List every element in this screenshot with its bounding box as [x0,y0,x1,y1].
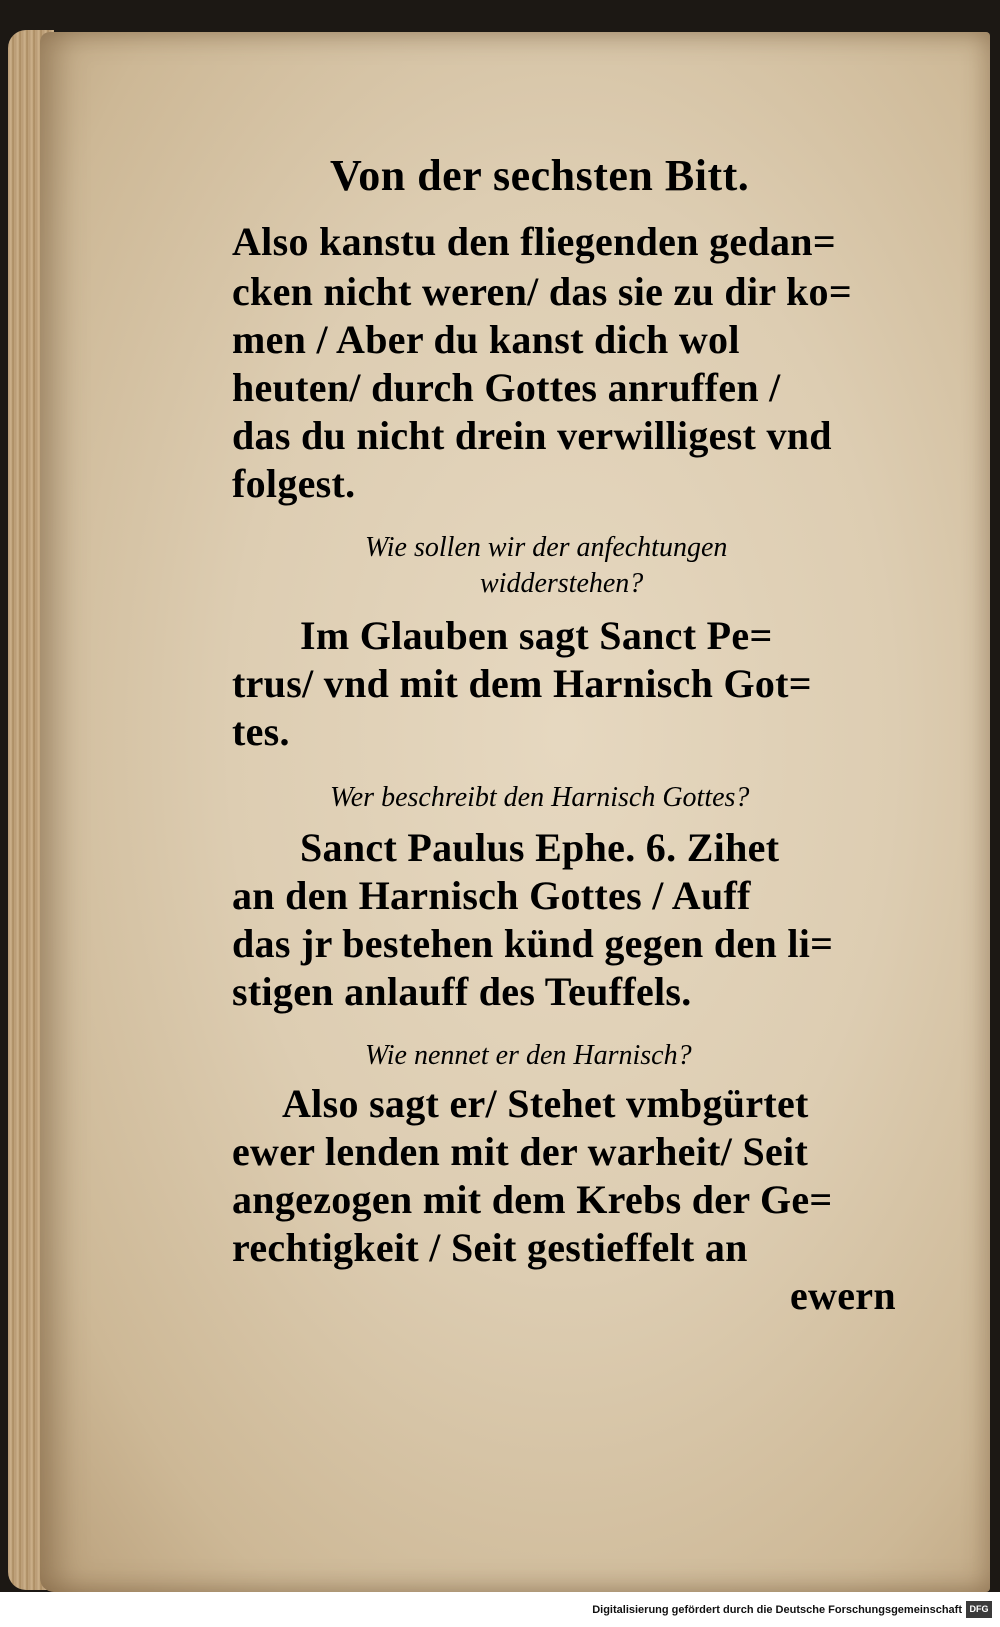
running-head: Von der sechsten Bitt. [330,151,750,200]
text-line: cken nicht weren/ das sie zu dir ko= [232,269,852,314]
question-heading: widderstehen? [480,568,644,599]
answer-line: Also sagt er/ Stehet vmbgürtet [282,1081,809,1126]
text-line: men / Aber du kanst dich wol [232,317,740,362]
answer-line: rechtigkeit / Seit gestieffelt an [232,1225,748,1270]
funding-credit: Digitalisierung gefördert durch die Deutsche Forschungsgemeinschaft [592,1604,962,1616]
answer-line: ewer lenden mit der warheit/ Seit [232,1129,809,1174]
answer-line: trus/ vnd mit dem Harnisch Got= [232,661,812,706]
answer-line: an den Harnisch Gottes / Auff [232,873,751,918]
answer-line: stigen anlauff des Teuffels. [232,969,692,1014]
text-line: folgest. [232,461,356,506]
question-heading: Wie nennet er den Harnisch? [365,1040,692,1071]
question-heading: Wie sollen wir der anfechtungen [365,532,728,563]
text-line: heuten/ durch Gottes anruffen / [232,365,781,410]
answer-line: das jr bestehen künd gegen den li= [232,921,834,966]
dfg-logo: DFG [966,1601,992,1618]
answer-line: tes. [232,709,290,754]
text-line: Also kanstu den fliegenden gedan= [232,219,836,264]
catchword: ewern [790,1273,896,1318]
text-line: das du nicht drein verwilligest vnd [232,413,832,458]
answer-line: angezogen mit dem Krebs der Ge= [232,1177,833,1222]
answer-line: Sanct Paulus Ephe. 6. Zihet [300,825,780,870]
question-heading: Wer beschreibt den Harnisch Gottes? [330,782,750,813]
answer-line: Im Glauben sagt Sanct Pe= [300,613,773,658]
